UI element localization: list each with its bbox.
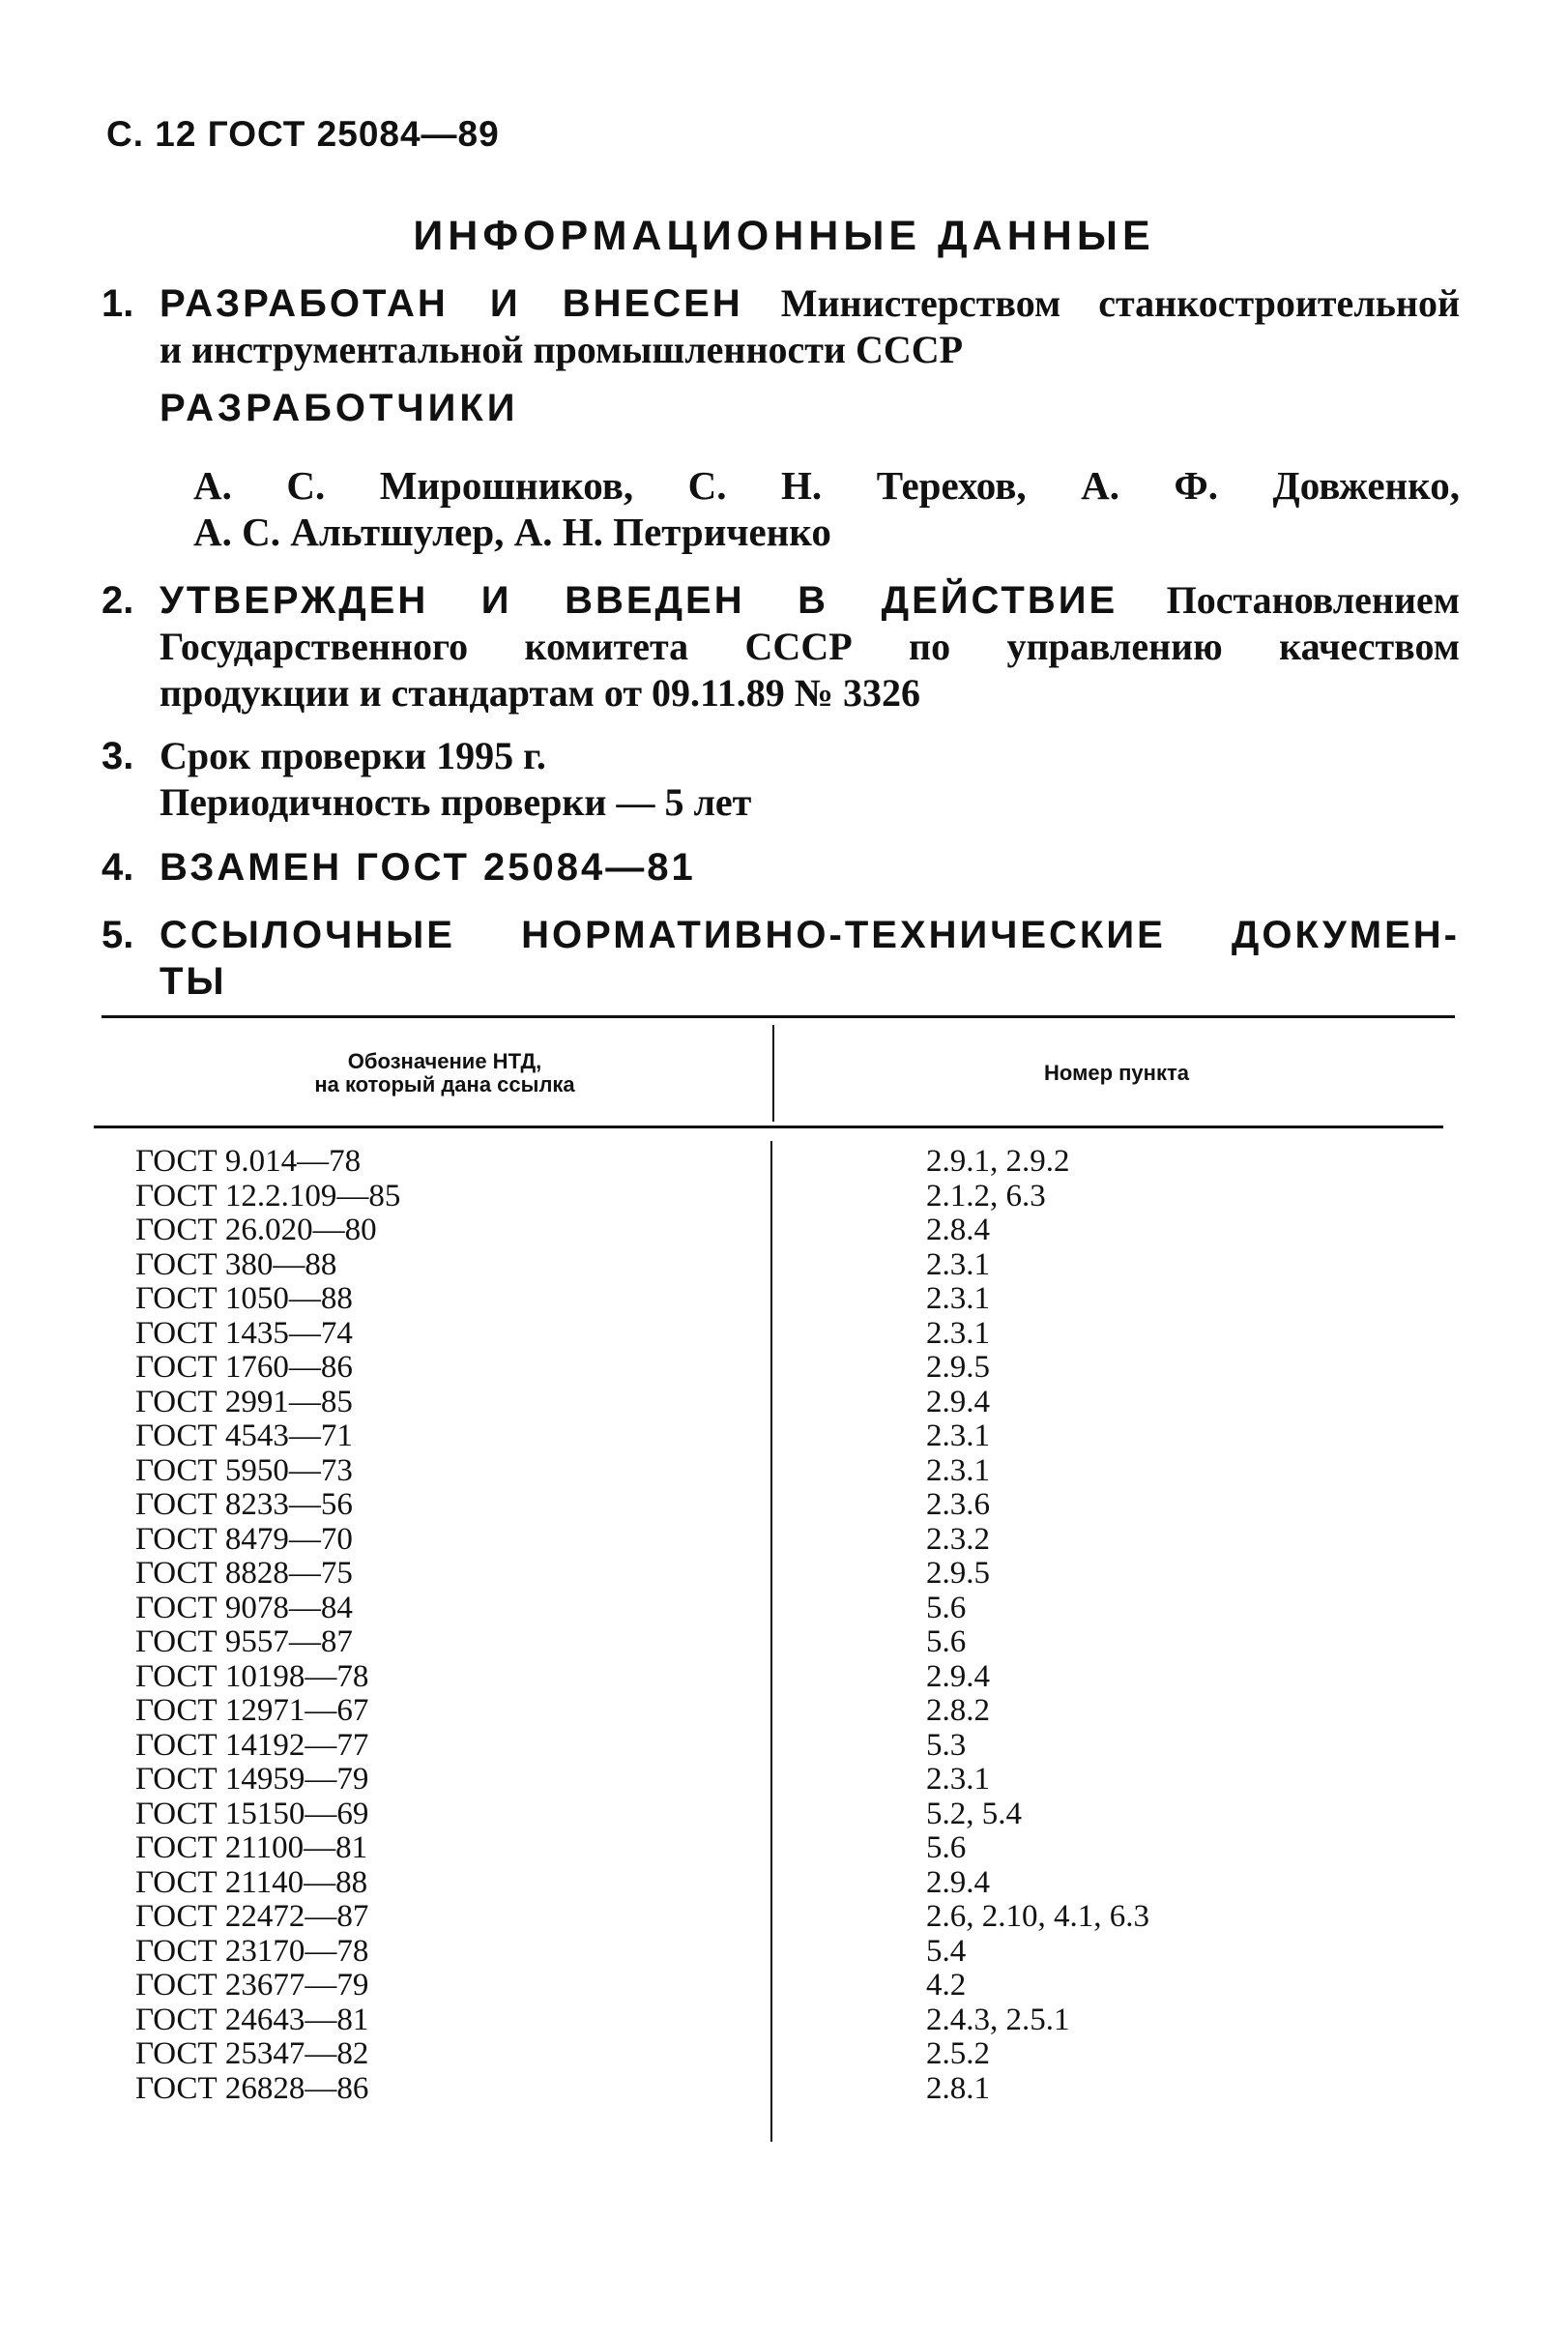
page-header: С. 12 ГОСТ 25084—89 [106,114,500,154]
table-row [0,1762,1568,1797]
item-text: Постановлением [1166,578,1461,622]
page-title: ИНФОРМАЦИОННЫЕ ДАННЫЕ [413,213,1155,259]
ntd-designation: ГОСТ 25347—82 [135,2036,369,2071]
clause-number: 5.6 [926,1624,967,1659]
clause-number: 2.9.4 [926,1864,990,1900]
column-header-line: Номер пункта [1044,1061,1189,1085]
table-row [0,1591,1568,1625]
clause-number: 2.5.2 [926,2036,990,2071]
item-number: 1. [102,282,134,325]
ntd-designation: ГОСТ 23170—78 [135,1933,369,1969]
ntd-designation: ГОСТ 1050—88 [135,1281,353,1316]
clause-number: 2.8.4 [926,1213,990,1247]
table-row [0,1179,1568,1213]
table-row [0,1556,1568,1591]
item-text-line [160,280,1460,327]
clause-number: 2.8.2 [926,1693,990,1728]
table-row [0,1899,1568,1934]
table-row [0,1316,1568,1351]
table-header [0,1025,1568,1122]
clause-number: 2.8.1 [926,2070,990,2106]
item-number: 5. [102,914,134,956]
clause-number: 2.6, 2.10, 4.1, 6.3 [926,1899,1149,1934]
clause-number: 5.3 [926,1727,967,1763]
table-row [0,1934,1568,1969]
item-text: Государственного комитета СССР по управлению качеством [160,625,1460,668]
clause-number: 2.3.1 [926,1762,990,1797]
developers-list [193,462,1460,555]
table-row [0,1487,1568,1522]
item-lead: ТЫ [160,960,227,1003]
table-row [0,1797,1568,1831]
info-item-2 [102,577,1460,716]
clause-number: 2.9.4 [926,1658,990,1694]
table-row [0,1350,1568,1385]
table-row [0,1418,1568,1453]
item-text: Периодичность проверки — 5 лет [160,780,752,824]
ntd-designation: ГОСТ 9557—87 [135,1624,353,1659]
ntd-designation: ГОСТ 21100—81 [135,1830,368,1865]
item-lead: РАЗРАБОТАН И ВНЕСЕН [160,282,743,325]
table-row [0,1281,1568,1316]
table-row [0,1453,1568,1488]
column-header-point [783,1025,1450,1122]
ntd-designation: ГОСТ 15150—69 [135,1796,369,1831]
ntd-designation: ГОСТ 9078—84 [135,1590,353,1625]
ntd-designation: ГОСТ 24643—81 [135,2002,369,2037]
ntd-designation: ГОСТ 14192—77 [135,1727,369,1763]
clause-number: 5.4 [926,1933,967,1969]
info-item-4 [102,844,1460,891]
ntd-designation: ГОСТ 8479—70 [135,1521,353,1557]
info-item-5 [102,912,1460,1005]
table-row [0,1213,1568,1247]
ntd-designation: ГОСТ 12971—67 [135,1693,369,1728]
item-number: 4. [102,846,134,889]
clause-number: 2.3.1 [926,1281,990,1316]
clause-number: 2.3.1 [926,1246,990,1282]
developers-line: А. С. Мирошников, С. Н. Терехов, А. Ф. Довженко, [193,463,1460,508]
ntd-designation: ГОСТ 22472—87 [135,1899,369,1934]
table-row [0,1144,1568,1179]
item-text-line [160,577,1460,624]
clause-number: 2.1.2, 6.3 [926,1178,1046,1213]
ntd-designation: ГОСТ 12.2.109—85 [135,1178,401,1213]
clause-number: 2.3.2 [926,1521,990,1557]
table-row [0,1247,1568,1282]
clause-number: 2.3.1 [926,1315,990,1351]
ntd-designation: ГОСТ 4543—71 [135,1418,353,1453]
table-row [0,2036,1568,2071]
ntd-designation: ГОСТ 380—88 [135,1246,337,1282]
table-row [0,1385,1568,1419]
ntd-designation: ГОСТ 8828—75 [135,1556,353,1591]
item-lead: УТВЕРЖДЕН И ВВЕДЕН В ДЕЙСТВИЕ [160,579,1118,622]
table-row [0,1659,1568,1694]
table-row [0,1728,1568,1763]
clause-number: 4.2 [926,1968,967,2003]
table-row [0,1830,1568,1865]
developers-line: А. С. Альтшулер, А. Н. Петриченко [193,510,831,554]
table-row [0,2003,1568,2037]
item-text: и инструментальной промышленности СССР [160,328,964,371]
clause-number: 5.2, 5.4 [926,1796,1022,1831]
column-header-line: на который дана ссылка [314,1072,575,1096]
ntd-designation: ГОСТ 21140—88 [135,1864,368,1900]
ntd-designation: ГОСТ 23677—79 [135,1968,369,2003]
item-lead: ССЫЛОЧНЫЕ НОРМАТИВНО-ТЕХНИЧЕСКИЕ ДОКУМЕН- [160,914,1460,956]
item-number: 2. [102,579,134,622]
table-row [0,2071,1568,2106]
ntd-designation: ГОСТ 1435—74 [135,1315,353,1351]
table-header-rule [94,1126,1443,1128]
info-item-3 [102,733,1460,826]
ntd-designation: ГОСТ 8233—56 [135,1487,353,1522]
clause-number: 2.9.5 [926,1556,990,1591]
table-row [0,1865,1568,1900]
clause-number: 2.3.6 [926,1487,990,1522]
ntd-designation: ГОСТ 1760—86 [135,1350,353,1385]
ntd-designation: ГОСТ 9.014—78 [135,1144,362,1179]
clause-number: 2.9.1, 2.9.2 [926,1144,1070,1179]
ntd-designation: ГОСТ 5950—73 [135,1452,353,1488]
item-lead: ВЗАМЕН ГОСТ 25084—81 [160,846,696,889]
info-item-1 [102,280,1460,373]
ntd-designation: ГОСТ 26828—86 [135,2070,369,2106]
ntd-designation: ГОСТ 2991—85 [135,1384,353,1419]
table-row [0,1693,1568,1728]
item-number: 3. [102,735,134,777]
column-header-ntd [135,1025,754,1122]
table-row [0,1624,1568,1659]
item-text: Срок проверки 1995 г. [160,734,546,777]
clause-number: 2.3.1 [926,1452,990,1488]
clause-number: 5.6 [926,1830,967,1865]
table-row [0,1522,1568,1557]
ntd-designation: ГОСТ 26.020—80 [135,1213,377,1247]
clause-number: 2.9.5 [926,1350,990,1385]
clause-number: 2.9.4 [926,1384,990,1419]
table-top-rule [102,1015,1455,1018]
clause-number: 5.6 [926,1590,967,1625]
ntd-designation: ГОСТ 14959—79 [135,1762,369,1797]
developers-heading: РАЗРАБОТЧИКИ [160,387,519,429]
item-text: продукции и стандартам от 09.11.89 № 3326 [160,671,920,715]
clause-number: 2.4.3, 2.5.1 [926,2002,1070,2037]
clause-number: 2.3.1 [926,1418,990,1453]
item-text: Министерством станкостроительной [780,281,1460,325]
table-row [0,1968,1568,2003]
ntd-designation: ГОСТ 10198—78 [135,1658,369,1694]
column-header-line: Обозначение НТД, [347,1049,542,1073]
